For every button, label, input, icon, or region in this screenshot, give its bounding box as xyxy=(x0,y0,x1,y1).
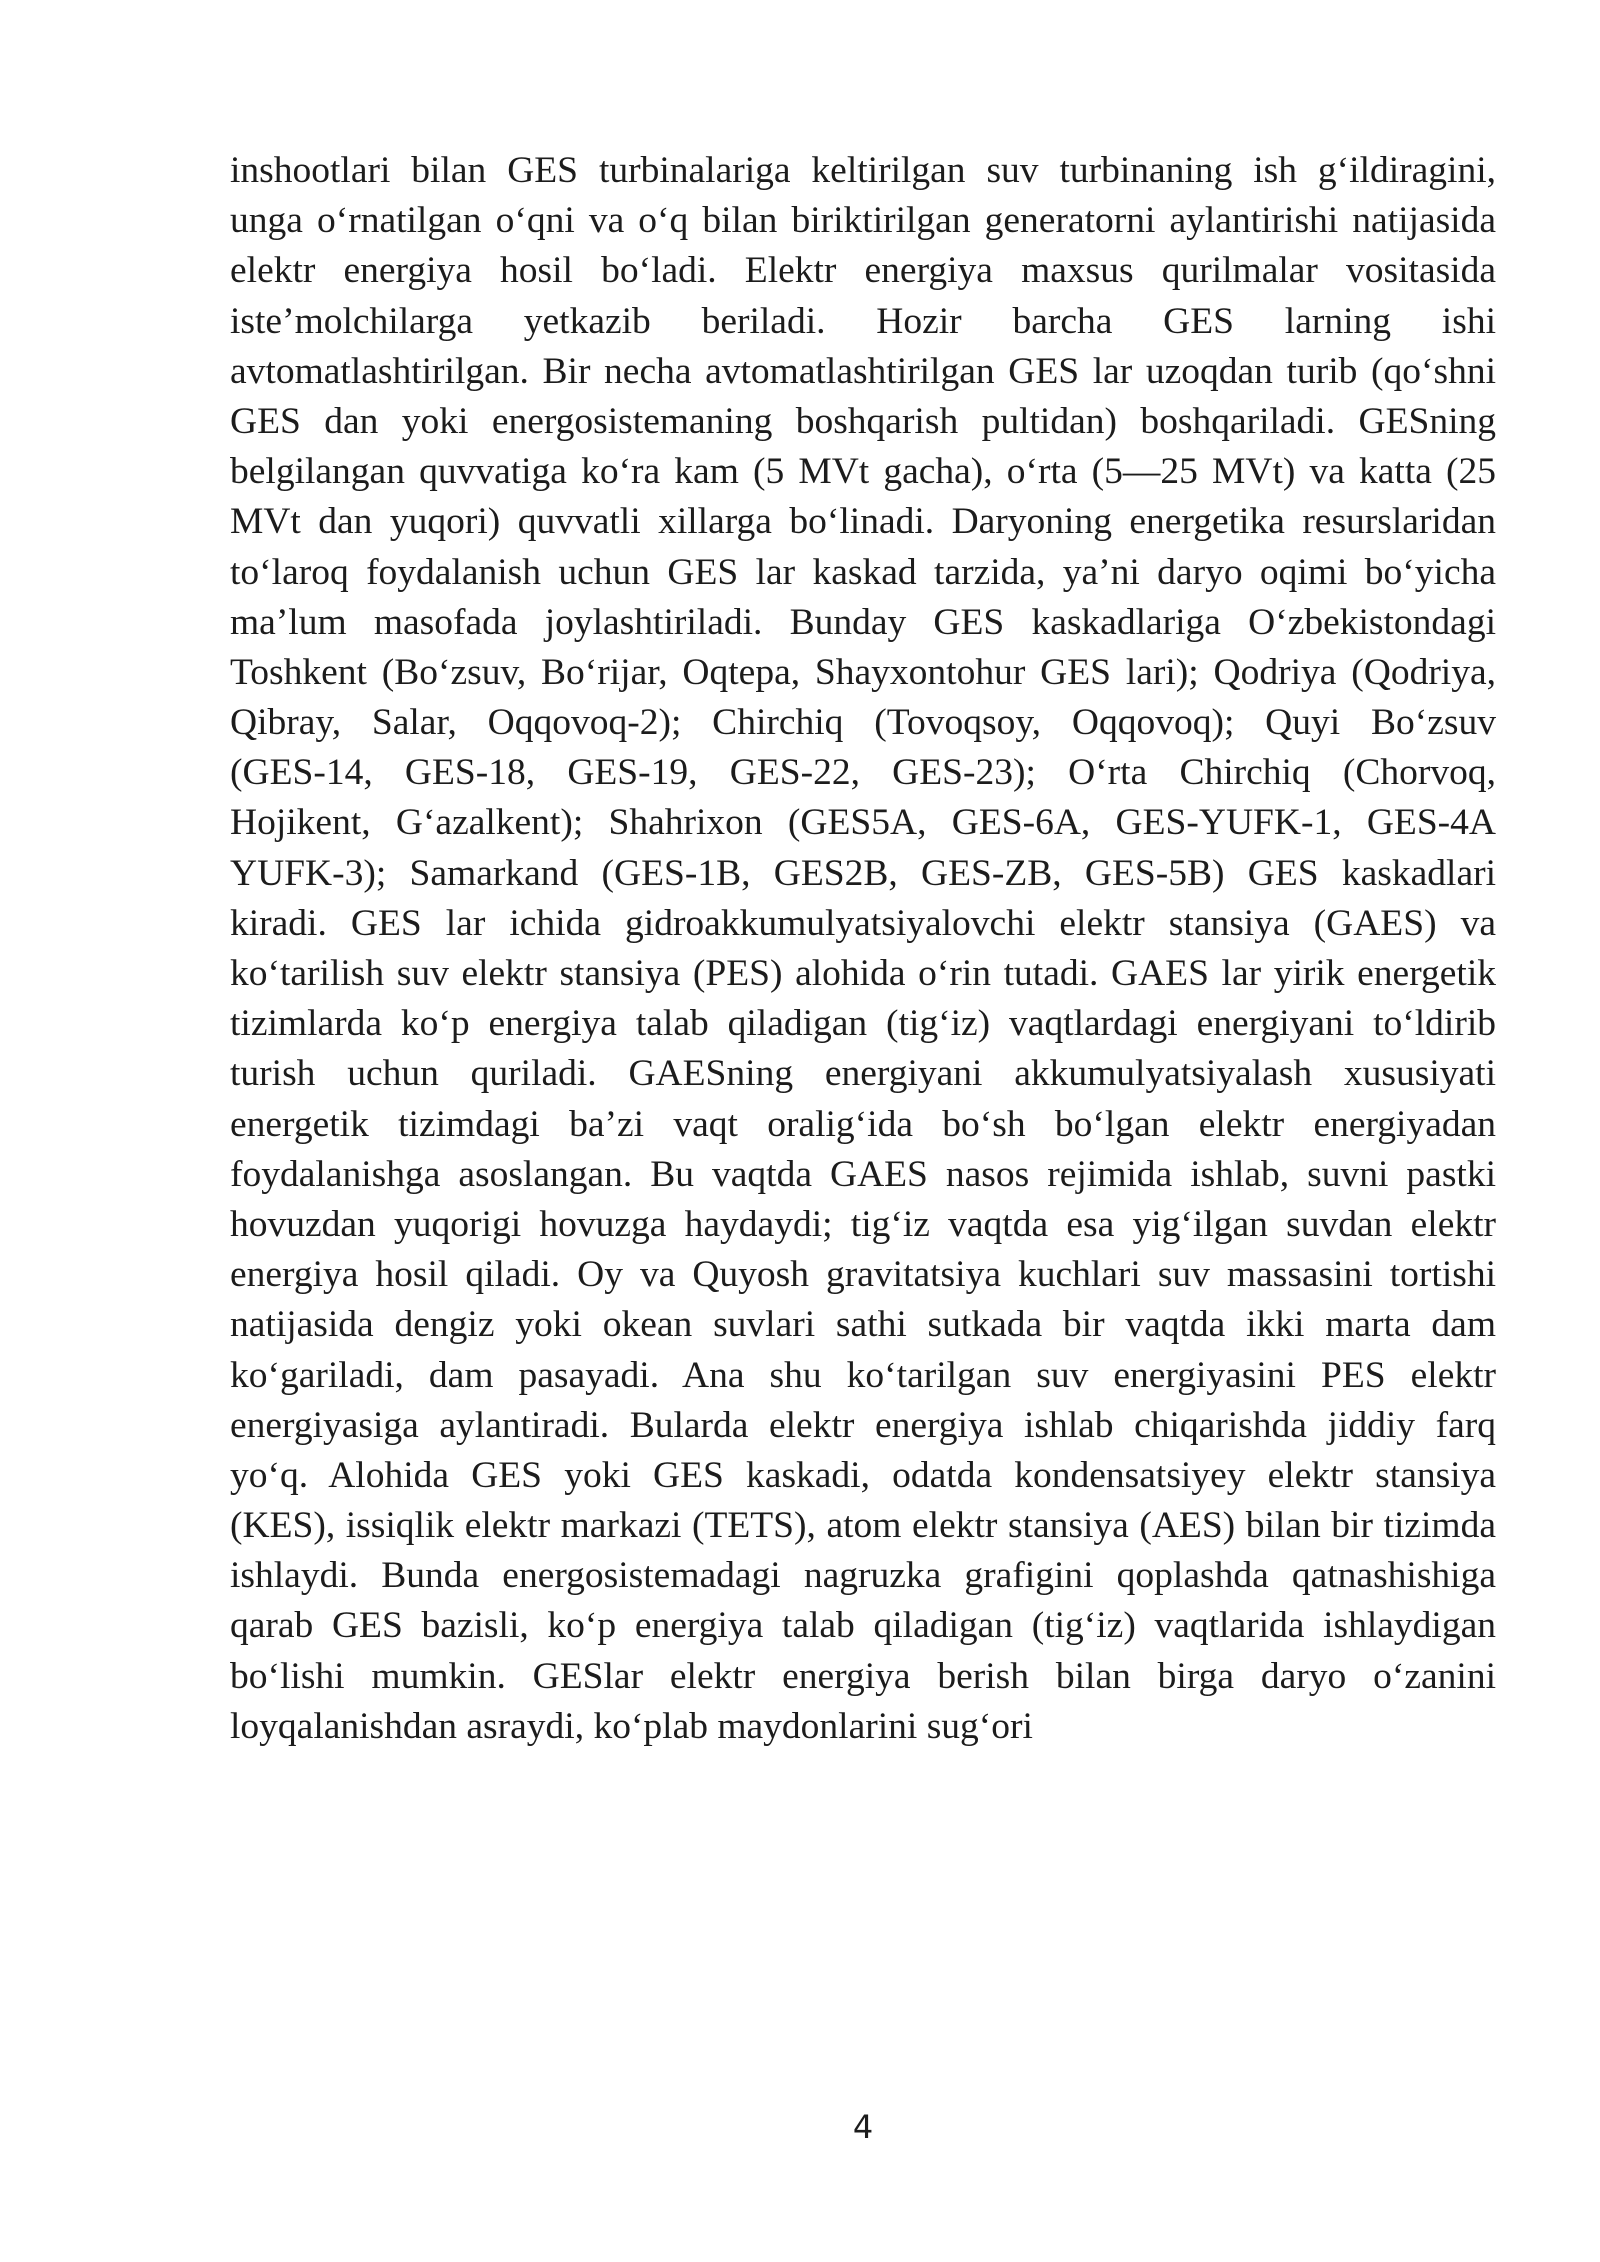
text-line: bo‘lishi mumkin. GESlar elektr energiya berish bilan birga daryo o‘zanini xyxy=(230,1655,1496,1697)
text-line: energiya hosil qiladi. Oy va Quyosh gravitatsiya kuchlari suv massasini tortishi xyxy=(230,1254,1496,1296)
text-line: ma’lum masofada joylashtiriladi. Bunday GES kaskadlariga O‘zbekistondagi xyxy=(230,601,1496,643)
text-line: elektr energiya hosil bo‘ladi. Elektr energiya maxsus qurilmalar vositasida xyxy=(230,250,1496,292)
text-line: GES dan yoki energosistemaning boshqarish pultidan) boshqariladi. GESning xyxy=(230,400,1496,442)
text-line: Qibray, Salar, Oqqovoq-2); Chirchiq (Tovoqsoy, Oqqovoq); Quyi Bo‘zsuv xyxy=(230,702,1496,744)
body-text xyxy=(230,146,1496,1752)
text-line: kiradi. GES lar ichida gidroakkumulyatsiyalovchi elektr stansiya (GAES) va xyxy=(230,902,1496,944)
text-line: qarab GES bazisli, ko‘p energiya talab qiladigan (tig‘iz) vaqtlarida ishlaydigan xyxy=(230,1605,1496,1647)
text-line: (KES), issiqlik elektr markazi (TETS), atom elektr stansiya (AES) bilan bir tizimda xyxy=(230,1505,1496,1547)
text-line: yo‘q. Alohida GES yoki GES kaskadi, odatda kondensatsiyey elektr stansiya xyxy=(230,1454,1496,1496)
text-line: YUFK-3); Samarkand (GES-1B, GES2B, GES-ZB, GES-5B) GES kaskadlari xyxy=(230,852,1496,894)
text-line: ko‘tarilish suv elektr stansiya (PES) alohida o‘rin tutadi. GAES lar yirik energetik xyxy=(230,953,1496,994)
text-line-last: loyqalanishdan asraydi, ko‘plab maydonlarini sug‘ori xyxy=(230,1705,1033,1747)
text-line: tizimlarda ko‘p energiya talab qiladigan (tig‘iz) vaqtlardagi energiyani to‘ldirib xyxy=(230,1003,1496,1045)
page-number: 4 xyxy=(852,2108,874,2146)
text-line: (GES-14, GES-18, GES-19, GES-22, GES-23); O‘rta Chirchiq (Chorvoq, xyxy=(230,752,1496,794)
text-line: turish uchun quriladi. GAESning energiyani akkumulyatsiyalash xususiyati xyxy=(230,1053,1496,1095)
text-line: energiyasiga aylantiradi. Bularda elektr energiya ishlab chiqarishda jiddiy farq xyxy=(230,1404,1496,1446)
text-line: iste’molchilarga yetkazib beriladi. Hozir barcha GES larning ishi xyxy=(230,300,1496,342)
text-line: unga o‘rnatilgan o‘qni va o‘q bilan biriktirilgan generatorni aylantirishi natijasida xyxy=(230,200,1496,242)
text-line: natijasida dengiz yoki okean suvlari sathi sutkada bir vaqtda ikki marta dam xyxy=(230,1304,1496,1346)
text-line: MVt dan yuqori) quvvatli xillarga bo‘linadi. Daryoning energetika resurslaridan xyxy=(230,501,1496,543)
text-line: inshootlari bilan GES turbinalariga keltirilgan suv turbinaning ish g‘ildiragini, xyxy=(230,150,1496,191)
text-line: belgilangan quvvatiga ko‘ra kam (5 MVt gacha), o‘rta (5—25 MVt) va katta (25 xyxy=(230,451,1496,493)
text-line: foydalanishga asoslangan. Bu vaqtda GAES nasos rejimida ishlab, suvni pastki xyxy=(230,1153,1496,1195)
text-line: energetik tizimdagi ba’zi vaqt oralig‘ida bo‘sh bo‘lgan elektr energiyadan xyxy=(230,1103,1496,1145)
text-line: Hojikent, G‘azalkent); Shahrixon (GES5A, GES-6A, GES-YUFK-1, GES-4A xyxy=(230,802,1496,844)
text-line: hovuzdan yuqorigi hovuzga haydaydi; tig‘iz vaqtda esa yig‘ilgan suvdan elektr xyxy=(230,1203,1496,1245)
text-line: ko‘gariladi, dam pasayadi. Ana shu ko‘tarilgan suv energiyasini PES elektr xyxy=(230,1354,1496,1396)
text-line: to‘laroq foydalanish uchun GES lar kaskad tarzida, ya’ni daryo oqimi bo‘yicha xyxy=(230,551,1496,593)
text-line: Toshkent (Bo‘zsuv, Bo‘rijar, Oqtepa, Shayxontohur GES lari); Qodriya (Qodriya, xyxy=(230,651,1496,693)
text-line: avtomatlashtirilgan. Bir necha avtomatlashtirilgan GES lar uzoqdan turib (qo‘shni xyxy=(230,350,1496,392)
text-line: ishlaydi. Bunda energosistemadagi nagruzka grafigini qoplashda qatnashishiga xyxy=(230,1555,1496,1597)
